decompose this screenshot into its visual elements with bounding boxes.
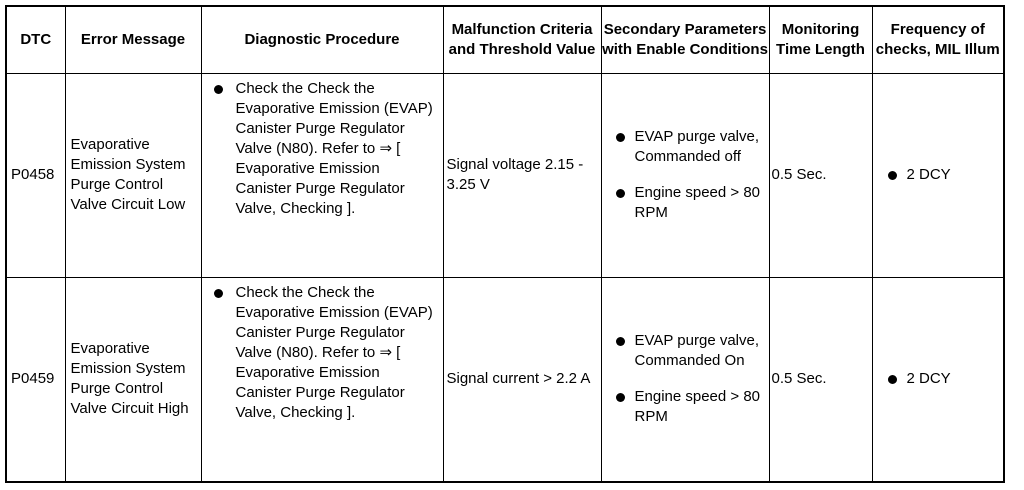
header-frequency: Frequency of checks, MIL Illum — [872, 6, 1004, 74]
table-header — [6, 6, 1004, 74]
secondary-list — [602, 331, 769, 427]
secondary-item: EVAP purge valve, Commanded On — [602, 331, 769, 371]
frequency-list — [873, 369, 1004, 389]
header-secondary-parameters: Secondary Parameters with Enable Conditions — [601, 6, 769, 74]
diagnostic-procedure — [201, 277, 443, 482]
secondary-list — [602, 127, 769, 223]
frequency — [872, 74, 1004, 278]
frequency-item: 2 DCY — [873, 165, 1004, 185]
header-error-message: Error Message — [65, 6, 201, 74]
frequency-item: 2 DCY — [873, 369, 1004, 389]
secondary-item: Engine speed > 80 RPM — [602, 183, 769, 223]
header-dtc: DTC — [6, 6, 65, 74]
frequency-list — [873, 165, 1004, 185]
header-monitoring-time: Monitoring Time Length — [769, 6, 872, 74]
dtc-table — [5, 5, 1005, 483]
header-malfunction-criteria: Malfunction Criteria and Threshold Value — [443, 6, 601, 74]
header-row — [6, 6, 1004, 74]
error-message: Evaporative Emission System Purge Control Valve Circuit High — [65, 277, 201, 482]
procedure-list — [202, 79, 437, 219]
malfunction-criteria: Signal current > 2.2 A — [443, 277, 601, 482]
header-diagnostic-procedure: Diagnostic Procedure — [201, 6, 443, 74]
secondary-item: EVAP purge valve, Commanded off — [602, 127, 769, 167]
procedure-list — [202, 283, 437, 423]
monitoring-time: 0.5 Sec. — [769, 74, 872, 278]
secondary-item: Engine speed > 80 RPM — [602, 387, 769, 427]
dtc-code: P0459 — [6, 277, 65, 482]
dtc-code: P0458 — [6, 74, 65, 278]
secondary-parameters — [601, 74, 769, 278]
table-body — [6, 74, 1004, 483]
procedure-item: Check the Check the Evaporative Emission (EVAP) Canister Purge Regulator Valve (N80). Refer to ⇒ [ Evaporative Emission Canister Purge Regulator Valve, Checking ]. — [202, 283, 437, 423]
table-row — [6, 74, 1004, 278]
malfunction-criteria: Signal voltage 2.15 - 3.25 V — [443, 74, 601, 278]
diagnostic-procedure — [201, 74, 443, 278]
table-row — [6, 277, 1004, 482]
secondary-parameters — [601, 277, 769, 482]
procedure-item: Check the Check the Evaporative Emission (EVAP) Canister Purge Regulator Valve (N80). Refer to ⇒ [ Evaporative Emission Canister Purge Regulator Valve, Checking ]. — [202, 79, 437, 219]
monitoring-time: 0.5 Sec. — [769, 277, 872, 482]
error-message: Evaporative Emission System Purge Control Valve Circuit Low — [65, 74, 201, 278]
frequency — [872, 277, 1004, 482]
